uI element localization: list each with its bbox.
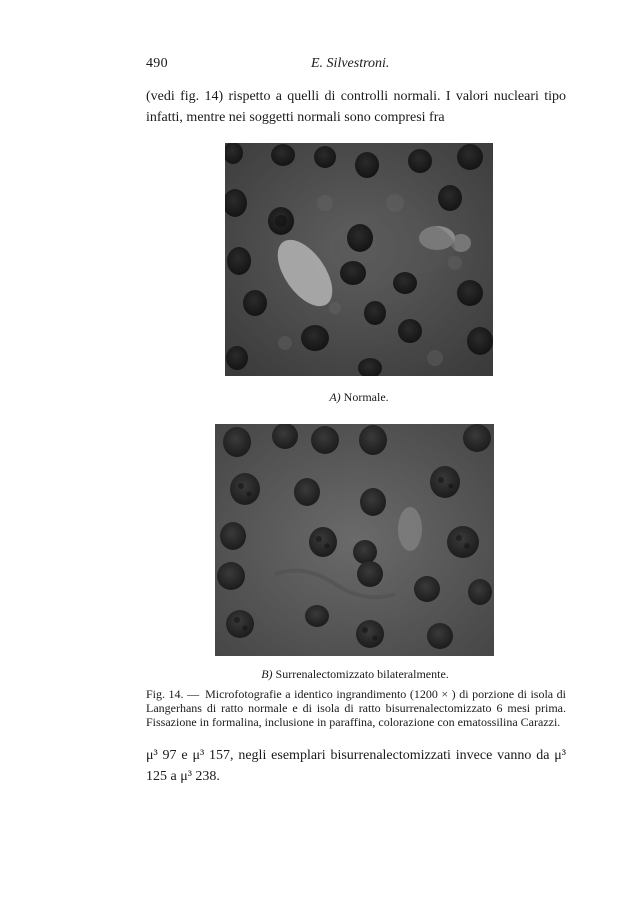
micrograph-panel-a [225,143,493,376]
panel-a-caption [209,390,509,405]
micrograph-panel-b [215,424,494,656]
panel-a-letter: A) [329,390,341,404]
figure-legend-text: Microfotografie a identico ingrandimento (1200 × ) di porzione di isola di Langerhans di ratto normale e di isola di ratto bisurrenalectomizzato 6 mesi prima. Fissazione in formalina, inclusione in paraffina, colorazione con ematossilina Carazzi. [146,687,566,729]
body-paragraph-bottom: μ³ 97 e μ³ 157, negli esemplari bisurrenalectomizzati invece vanno da μ³ 125 a μ³ 238. [146,748,566,784]
panel-b-caption-text: Surrenalectomizzato bilateralmente. [275,667,449,681]
body-paragraph-top: (vedi fig. 14) rispetto a quelli di controlli normali. I valori nucleari tipo infatti, mentre nei soggetti normali sono compresi fra [146,89,566,125]
page-number: 490 [146,56,168,71]
panel-b-letter: B) [261,667,273,681]
panel-b-caption [205,667,505,682]
running-head: E. Silvestroni. [311,56,390,71]
micrograph-a-image [225,143,493,376]
panel-a-caption-text: Normale. [343,390,389,404]
micrograph-b-image [215,424,494,656]
figure-legend [146,687,566,729]
figure-label: Fig. 14. — [146,687,200,701]
